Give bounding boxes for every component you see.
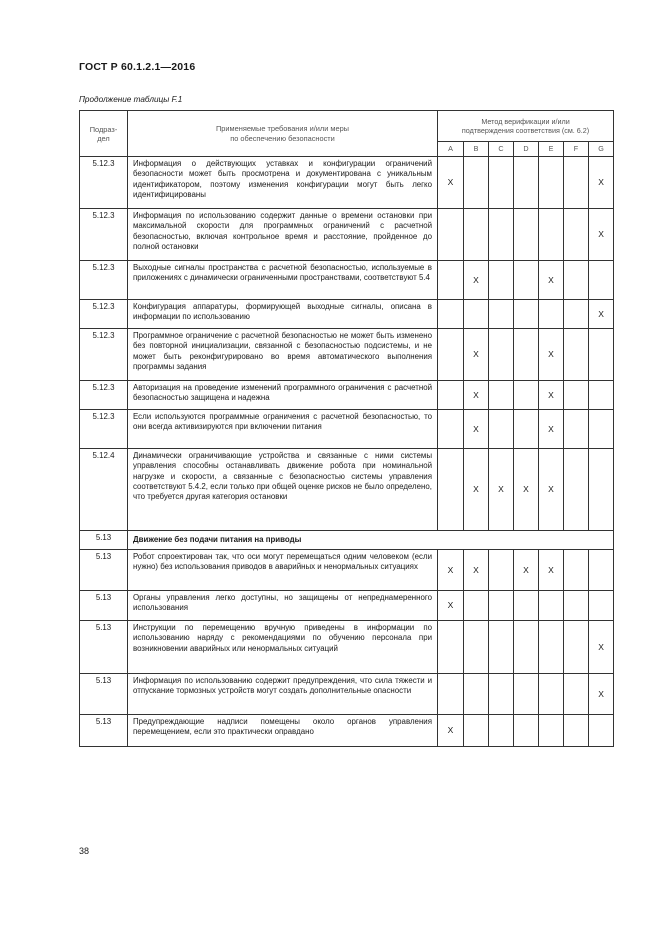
method-mark-b: X bbox=[464, 449, 489, 531]
method-mark-c bbox=[489, 621, 514, 674]
method-mark-c bbox=[489, 381, 514, 410]
method-mark-e bbox=[539, 621, 564, 674]
method-mark-e: X bbox=[539, 449, 564, 531]
method-mark-e: X bbox=[539, 550, 564, 591]
method-mark-b bbox=[464, 209, 489, 261]
method-mark-d bbox=[514, 715, 539, 747]
method-mark-e: X bbox=[539, 261, 564, 300]
method-mark-b: X bbox=[464, 550, 489, 591]
method-mark-f bbox=[564, 157, 589, 209]
requirement-cell: Конфигурация аппаратуры, формирующей выходные сигналы, описана в информации по использованию bbox=[128, 300, 438, 329]
table-row bbox=[80, 261, 614, 300]
header-method: Метод верификации и/или подтверждения соответствия (см. 6.2) bbox=[438, 111, 614, 142]
method-mark-a bbox=[438, 449, 464, 531]
method-mark-f bbox=[564, 449, 589, 531]
method-col-e: E bbox=[539, 142, 564, 157]
section-cell: 5.12.3 bbox=[80, 410, 128, 449]
method-mark-a: X bbox=[438, 550, 464, 591]
table-row bbox=[80, 410, 614, 449]
method-mark-a bbox=[438, 381, 464, 410]
method-mark-c bbox=[489, 674, 514, 715]
requirement-cell: Авторизация на проведение изменений программного ограничения с расчетной безопасностью защищена и надежна bbox=[128, 381, 438, 410]
method-mark-c bbox=[489, 300, 514, 329]
method-mark-f bbox=[564, 381, 589, 410]
method-col-f: F bbox=[564, 142, 589, 157]
requirement-cell: Программное ограничение с расчетной безопасностью не может быть изменено без повторной инициализации, связанной с безопасностью подсистемы, и не может быть реконфигурировано во время автоматического выполнения программы задания bbox=[128, 329, 438, 381]
method-mark-f bbox=[564, 591, 589, 621]
method-mark-a bbox=[438, 621, 464, 674]
method-mark-b: X bbox=[464, 381, 489, 410]
method-mark-a: X bbox=[438, 591, 464, 621]
method-mark-g: X bbox=[589, 209, 614, 261]
method-mark-g: X bbox=[589, 674, 614, 715]
table-row bbox=[80, 591, 614, 621]
method-mark-e bbox=[539, 209, 564, 261]
section-cell: 5.12.3 bbox=[80, 157, 128, 209]
requirement-cell: Движение без подачи питания на приводы bbox=[128, 531, 614, 550]
method-mark-b: X bbox=[464, 410, 489, 449]
table-row bbox=[80, 449, 614, 531]
method-mark-c bbox=[489, 550, 514, 591]
table-row bbox=[80, 300, 614, 329]
method-mark-d bbox=[514, 674, 539, 715]
method-mark-b bbox=[464, 591, 489, 621]
method-mark-c bbox=[489, 591, 514, 621]
method-mark-e bbox=[539, 300, 564, 329]
table-row bbox=[80, 674, 614, 715]
method-col-d: D bbox=[514, 142, 539, 157]
table-row bbox=[80, 715, 614, 747]
method-mark-c bbox=[489, 329, 514, 381]
requirement-cell: Предупреждающие надписи помещены около органов управления перемещением, если это практически оправдано bbox=[128, 715, 438, 747]
page-number: 38 bbox=[79, 846, 90, 856]
method-mark-e: X bbox=[539, 410, 564, 449]
section-cell: 5.13 bbox=[80, 621, 128, 674]
method-mark-d bbox=[514, 329, 539, 381]
requirement-cell: Информация по использованию содержит предупреждения, что сила тяжести и отпускание тормозных устройств могут создать дополнительные опасности bbox=[128, 674, 438, 715]
requirement-cell: Динамически ограничивающие устройства и связанные с ними системы управления способны останавливать движение робота при номинальной нагрузке и скорости, а связанные с безопасностью системы управления соответствуют 5.4.2, если только при общей оценке рисков не было определено, что требуется другая категория остановки bbox=[128, 449, 438, 531]
method-mark-c bbox=[489, 157, 514, 209]
method-mark-f bbox=[564, 550, 589, 591]
method-mark-d bbox=[514, 261, 539, 300]
method-mark-a bbox=[438, 674, 464, 715]
method-mark-c bbox=[489, 209, 514, 261]
section-cell: 5.13 bbox=[80, 531, 128, 550]
method-mark-b bbox=[464, 674, 489, 715]
method-mark-e bbox=[539, 591, 564, 621]
method-mark-g bbox=[589, 261, 614, 300]
method-mark-c bbox=[489, 261, 514, 300]
table-row bbox=[80, 621, 614, 674]
table-row bbox=[80, 381, 614, 410]
method-mark-g bbox=[589, 410, 614, 449]
table-row bbox=[80, 157, 614, 209]
table-caption: Продолжение таблицы F.1 bbox=[79, 95, 183, 104]
requirement-cell: Инструкции по перемещению вручную приведены в информации по использованию наряду с рекомендациями по обучению персонала при возникновении аварийных или ненормальных ситуаций bbox=[128, 621, 438, 674]
verification-table bbox=[79, 110, 614, 747]
requirement-cell: Информация о действующих уставках и конфигурации ограничений безопасности может быть просмотрена и документирована с уникальным идентификатором, поэтому изменения конфигурации могут быть легко идентифицированы bbox=[128, 157, 438, 209]
method-col-b: B bbox=[464, 142, 489, 157]
section-cell: 5.13 bbox=[80, 591, 128, 621]
requirement-cell: Информация по использованию содержит данные о времени остановки при максимальной скорости для программных ограничений с расчетной безопасностью, включая контрольное время и расстояние, пройденное до полной остановки bbox=[128, 209, 438, 261]
method-mark-c bbox=[489, 715, 514, 747]
requirement-cell: Органы управления легко доступны, но защищены от непреднамеренного использования bbox=[128, 591, 438, 621]
method-mark-f bbox=[564, 300, 589, 329]
method-mark-f bbox=[564, 261, 589, 300]
method-mark-f bbox=[564, 674, 589, 715]
method-mark-f bbox=[564, 621, 589, 674]
method-mark-e: X bbox=[539, 381, 564, 410]
method-mark-g: X bbox=[589, 300, 614, 329]
header-requirements: Применяемые требования и/или меры по обеспечению безопасности bbox=[128, 111, 438, 157]
header-section: Подраз- дел bbox=[80, 111, 128, 157]
method-mark-d bbox=[514, 209, 539, 261]
requirement-cell: Если используются программные ограничения с расчетной безопасностью, то они всегда активизируются при включении питания bbox=[128, 410, 438, 449]
requirement-cell: Робот спроектирован так, что оси могут перемещаться одним человеком (если нужно) без использования приводов в аварийных и ненормальных ситуациях bbox=[128, 550, 438, 591]
requirement-cell: Выходные сигналы пространства с расчетной безопасностью, используемые в приложениях с динамически ограниченными пространствами, соответствуют 5.4 bbox=[128, 261, 438, 300]
method-mark-g bbox=[589, 381, 614, 410]
method-mark-a: X bbox=[438, 715, 464, 747]
method-mark-e bbox=[539, 715, 564, 747]
method-mark-a bbox=[438, 329, 464, 381]
method-col-a: A bbox=[438, 142, 464, 157]
table-row bbox=[80, 209, 614, 261]
section-cell: 5.12.3 bbox=[80, 261, 128, 300]
method-mark-c: X bbox=[489, 449, 514, 531]
method-mark-e bbox=[539, 674, 564, 715]
section-cell: 5.13 bbox=[80, 550, 128, 591]
method-mark-d bbox=[514, 157, 539, 209]
method-mark-f bbox=[564, 329, 589, 381]
section-cell: 5.12.3 bbox=[80, 381, 128, 410]
method-mark-d bbox=[514, 410, 539, 449]
section-cell: 5.12.4 bbox=[80, 449, 128, 531]
method-col-g: G bbox=[589, 142, 614, 157]
table-row bbox=[80, 531, 614, 550]
method-mark-a bbox=[438, 209, 464, 261]
method-mark-a bbox=[438, 261, 464, 300]
method-mark-g: X bbox=[589, 621, 614, 674]
method-mark-f bbox=[564, 715, 589, 747]
method-mark-d bbox=[514, 621, 539, 674]
method-col-c: C bbox=[489, 142, 514, 157]
table-row bbox=[80, 550, 614, 591]
method-mark-b: X bbox=[464, 329, 489, 381]
method-mark-g bbox=[589, 329, 614, 381]
method-mark-d: X bbox=[514, 550, 539, 591]
method-mark-c bbox=[489, 410, 514, 449]
method-mark-f bbox=[564, 209, 589, 261]
method-mark-d bbox=[514, 300, 539, 329]
method-mark-g bbox=[589, 715, 614, 747]
method-mark-g bbox=[589, 550, 614, 591]
document-title: ГОСТ Р 60.1.2.1—2016 bbox=[79, 61, 196, 73]
method-mark-e bbox=[539, 157, 564, 209]
method-mark-a bbox=[438, 300, 464, 329]
method-mark-d bbox=[514, 381, 539, 410]
section-cell: 5.12.3 bbox=[80, 300, 128, 329]
method-mark-d: X bbox=[514, 449, 539, 531]
method-mark-f bbox=[564, 410, 589, 449]
section-cell: 5.13 bbox=[80, 674, 128, 715]
section-cell: 5.13 bbox=[80, 715, 128, 747]
section-cell: 5.12.3 bbox=[80, 329, 128, 381]
method-mark-b bbox=[464, 715, 489, 747]
method-mark-b bbox=[464, 300, 489, 329]
method-mark-g bbox=[589, 449, 614, 531]
method-mark-b bbox=[464, 157, 489, 209]
method-mark-g bbox=[589, 591, 614, 621]
method-mark-a bbox=[438, 410, 464, 449]
table-row bbox=[80, 329, 614, 381]
section-cell: 5.12.3 bbox=[80, 209, 128, 261]
method-mark-e: X bbox=[539, 329, 564, 381]
method-mark-d bbox=[514, 591, 539, 621]
method-mark-g: X bbox=[589, 157, 614, 209]
method-mark-b: X bbox=[464, 261, 489, 300]
method-mark-a: X bbox=[438, 157, 464, 209]
table-body bbox=[80, 157, 614, 747]
method-mark-b bbox=[464, 621, 489, 674]
